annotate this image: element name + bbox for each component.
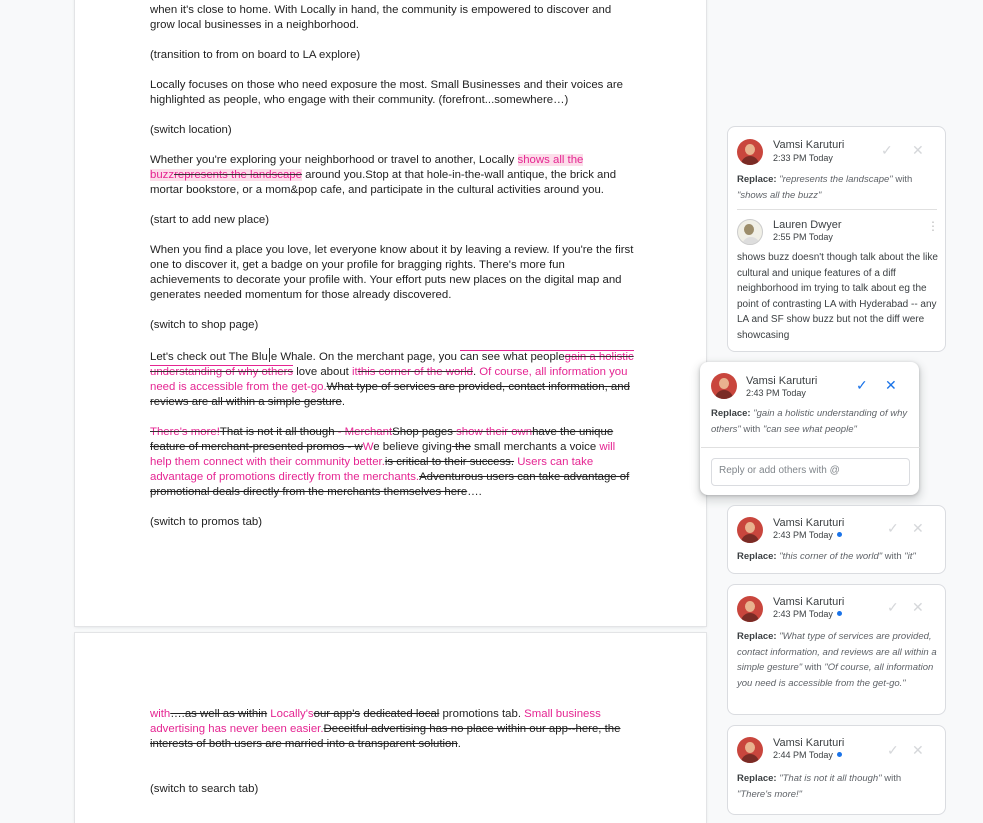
suggested-deletion[interactable]: Shop pages	[392, 426, 457, 438]
suggested-insertion[interactable]: Of course, all information you need is accessible from the get-go.	[150, 366, 628, 393]
suggested-deletion[interactable]: our app's	[313, 708, 361, 720]
timestamp: 2:44 PM Today	[773, 750, 842, 760]
paragraph-locally-focus[interactable]: Locally focuses on those who need exposure the most. Small Businesses and their voices are highlighted as people, who engage with their community. (forefront...somewhere…)	[150, 79, 623, 106]
suggested-deletion[interactable]: represents the landscape	[174, 169, 302, 181]
close-icon[interactable]: ✕	[912, 599, 924, 615]
suggested-insertion[interactable]: with	[150, 708, 171, 720]
suggested-deletion[interactable]: this corner of the world	[357, 366, 473, 378]
author-name: Vamsi Karuturi	[773, 139, 845, 151]
divider	[737, 209, 937, 210]
suggested-deletion[interactable]: have the unique feature of merchant-presented promos - w	[150, 426, 614, 453]
suggested-insertion[interactable]: will help them connect with their community better.	[150, 441, 616, 468]
checkmark-icon[interactable]: ✓	[881, 142, 893, 158]
close-icon[interactable]: ✕	[912, 742, 924, 758]
checkmark-icon[interactable]: ✓	[887, 599, 899, 615]
suggested-deletion[interactable]: dedicated local	[363, 708, 440, 720]
suggested-deletion[interactable]: That is not it all though	[219, 426, 335, 438]
avatar	[737, 596, 763, 622]
checkmark-icon[interactable]: ✓	[887, 742, 899, 758]
unread-dot	[837, 611, 842, 616]
paragraph-search-note[interactable]: (switch to search tab)	[150, 783, 259, 795]
author-name: Vamsi Karuturi	[773, 517, 845, 529]
suggested-deletion[interactable]: Adventurous users can take advantage of promotional deals directly from the merchants themselves here	[150, 471, 630, 498]
more-vert-icon[interactable]: ⋮	[927, 219, 939, 233]
reject-suggestion-button[interactable]: ✕	[885, 377, 897, 393]
avatar	[737, 517, 763, 543]
paragraph-promotions[interactable]: with….as well as within Locally'sour app's dedicated local promotions tab. Small business advertising has never been easier.Deceitful advertising has no place within our app--here, the interests of both users are married into a transparent solution.	[150, 708, 621, 750]
accept-suggestion-button[interactable]: ✓	[856, 377, 868, 393]
suggestion-summary: Replace: "gain a holistic understanding of why others" with "can see what people"	[711, 408, 908, 435]
unread-dot	[837, 752, 842, 757]
suggestion-thread-5[interactable]	[727, 725, 946, 815]
paragraph-add-place-note[interactable]: (start to add new place)	[150, 214, 270, 226]
suggestion-summary: Replace: "What type of services are provided, contact information, and reviews are all within a simple gesture" with "Of course, all information you need is accessible from the get-go."	[737, 631, 937, 689]
suggested-insertion[interactable]: it	[352, 366, 358, 378]
timestamp: 2:55 PM Today	[773, 232, 833, 242]
author-name: Vamsi Karuturi	[773, 737, 845, 749]
timestamp: 2:43 PM Today	[746, 388, 806, 398]
suggestion-summary: Replace: "represents the landscape" with "shows all the buzz"	[737, 174, 913, 201]
document-body-page-2[interactable]	[150, 707, 635, 812]
suggested-deletion[interactable]: - Merchant	[334, 426, 393, 438]
paragraph-transition-note[interactable]: (transition to from on board to LA explore)	[150, 49, 361, 61]
close-icon[interactable]: ✕	[912, 520, 924, 536]
suggestion-summary: Replace: "this corner of the world" with "it"	[737, 551, 916, 562]
suggested-deletion[interactable]: is critical to their success.	[384, 456, 515, 468]
suggestion-summary: Replace: "That is not it all though" with "There's more!"	[737, 773, 902, 800]
suggested-insertion[interactable]: Users can take advantage of promotions directly from the merchants.	[150, 456, 594, 483]
paragraph-review[interactable]: When you find a place you love, let everyone know about it by leaving a review. If you're the first one to discover it, get a badge on your profile for bragging rights. There's more fun achievements to decorate your profile with. Your effort puts new places on the digital map and generates needed momentum for those already discovered.	[150, 244, 634, 301]
suggested-insertion[interactable]: shows all the buzz	[150, 154, 584, 181]
avatar	[737, 737, 763, 763]
paragraph-intro[interactable]: when it's close to home. With Locally in hand, the community is empowered to discover and grow local businesses in a neighborhood.	[150, 4, 612, 31]
author-name: Lauren Dwyer	[773, 219, 842, 231]
suggestion-thread-1[interactable]	[727, 126, 946, 352]
reply-input[interactable]: Reply or add others with @	[711, 458, 910, 486]
suggestion-thread-4[interactable]	[727, 584, 946, 715]
author-name: Vamsi Karuturi	[773, 596, 845, 608]
paragraph-shop-page-note[interactable]: (switch to shop page)	[150, 319, 259, 331]
paragraph-promos-note[interactable]: (switch to promos tab)	[150, 516, 263, 528]
suggested-insertion[interactable]: W	[362, 441, 374, 453]
unread-dot	[837, 532, 842, 537]
avatar	[711, 373, 737, 399]
text-cursor	[269, 348, 270, 362]
paragraph-merchant-page[interactable]: Let's check out The Blu e Whale. On the merchant page, you can see what peoplegain a holistic understanding of why others love about itthis corner of the world. Of course, all information you need is accessible from the get-go.What type of services are provided, contact information, and reviews are all within a simple gesture.	[150, 348, 635, 410]
timestamp: 2:33 PM Today	[773, 153, 833, 163]
close-icon[interactable]: ✕	[912, 142, 924, 158]
suggested-insertion[interactable]: can see what people	[460, 351, 565, 363]
paragraph-switch-location[interactable]: (switch location)	[150, 124, 232, 136]
suggestion-thread-3[interactable]	[727, 505, 946, 574]
suggested-deletion[interactable]: What type of services are provided, contact information, and reviews are all within a simple gesture	[150, 381, 630, 408]
suggested-deletion[interactable]: There's more!	[150, 426, 220, 438]
reply-text: shows buzz doesn't though talk about the like cultural and unique features of a diff neighborhood im trying to talk about eg the point of contrasting LA with Hyderabad -- any LA and SF show buzz but not the diff were showcasing	[737, 252, 938, 341]
avatar	[737, 219, 763, 245]
suggested-deletion[interactable]: the	[451, 441, 471, 453]
document-body[interactable]	[150, 3, 635, 545]
divider	[701, 447, 920, 448]
suggested-insertion[interactable]: Locally's	[270, 708, 314, 720]
paragraph-exploring[interactable]: Whether you're exploring your neighborhood or travel to another, Locally shows all the buzzrepresents the landscape around you.Stop at that hole-in-the-wall antique, the brick and mortar bookstore, or a mom&pop cafe, and participate in the cultural activities around you.	[150, 154, 617, 196]
suggested-insertion[interactable]: Small business advertising has never been easier.	[150, 708, 601, 735]
suggested-deletion[interactable]: ….as well as within	[170, 708, 268, 720]
suggested-deletion[interactable]: gain a holistic understanding of why others	[150, 351, 634, 378]
paragraph-more-merchant[interactable]: There's more!That is not it all though - MerchantShop pages show their ownhave the unique feature of merchant-presented promos - wWe believe giving the small merchants a voice will help them connect with their community better.is critical to their success. Users can take advantage of promotions directly from the merchants.Adventurous users can take advantage of promotional deals directly from the merchants themselves here….	[150, 426, 630, 498]
avatar	[737, 139, 763, 165]
timestamp: 2:43 PM Today	[773, 530, 842, 540]
suggestion-thread-2[interactable]	[700, 362, 919, 495]
suggested-deletion[interactable]: Deceitful advertising has no place within our app--here, the interests of both users are married into a transparent solution	[150, 723, 621, 750]
author-name: Vamsi Karuturi	[746, 375, 818, 387]
timestamp: 2:43 PM Today	[773, 609, 842, 619]
checkmark-icon[interactable]: ✓	[887, 520, 899, 536]
suggested-deletion[interactable]: show their own	[456, 426, 533, 438]
